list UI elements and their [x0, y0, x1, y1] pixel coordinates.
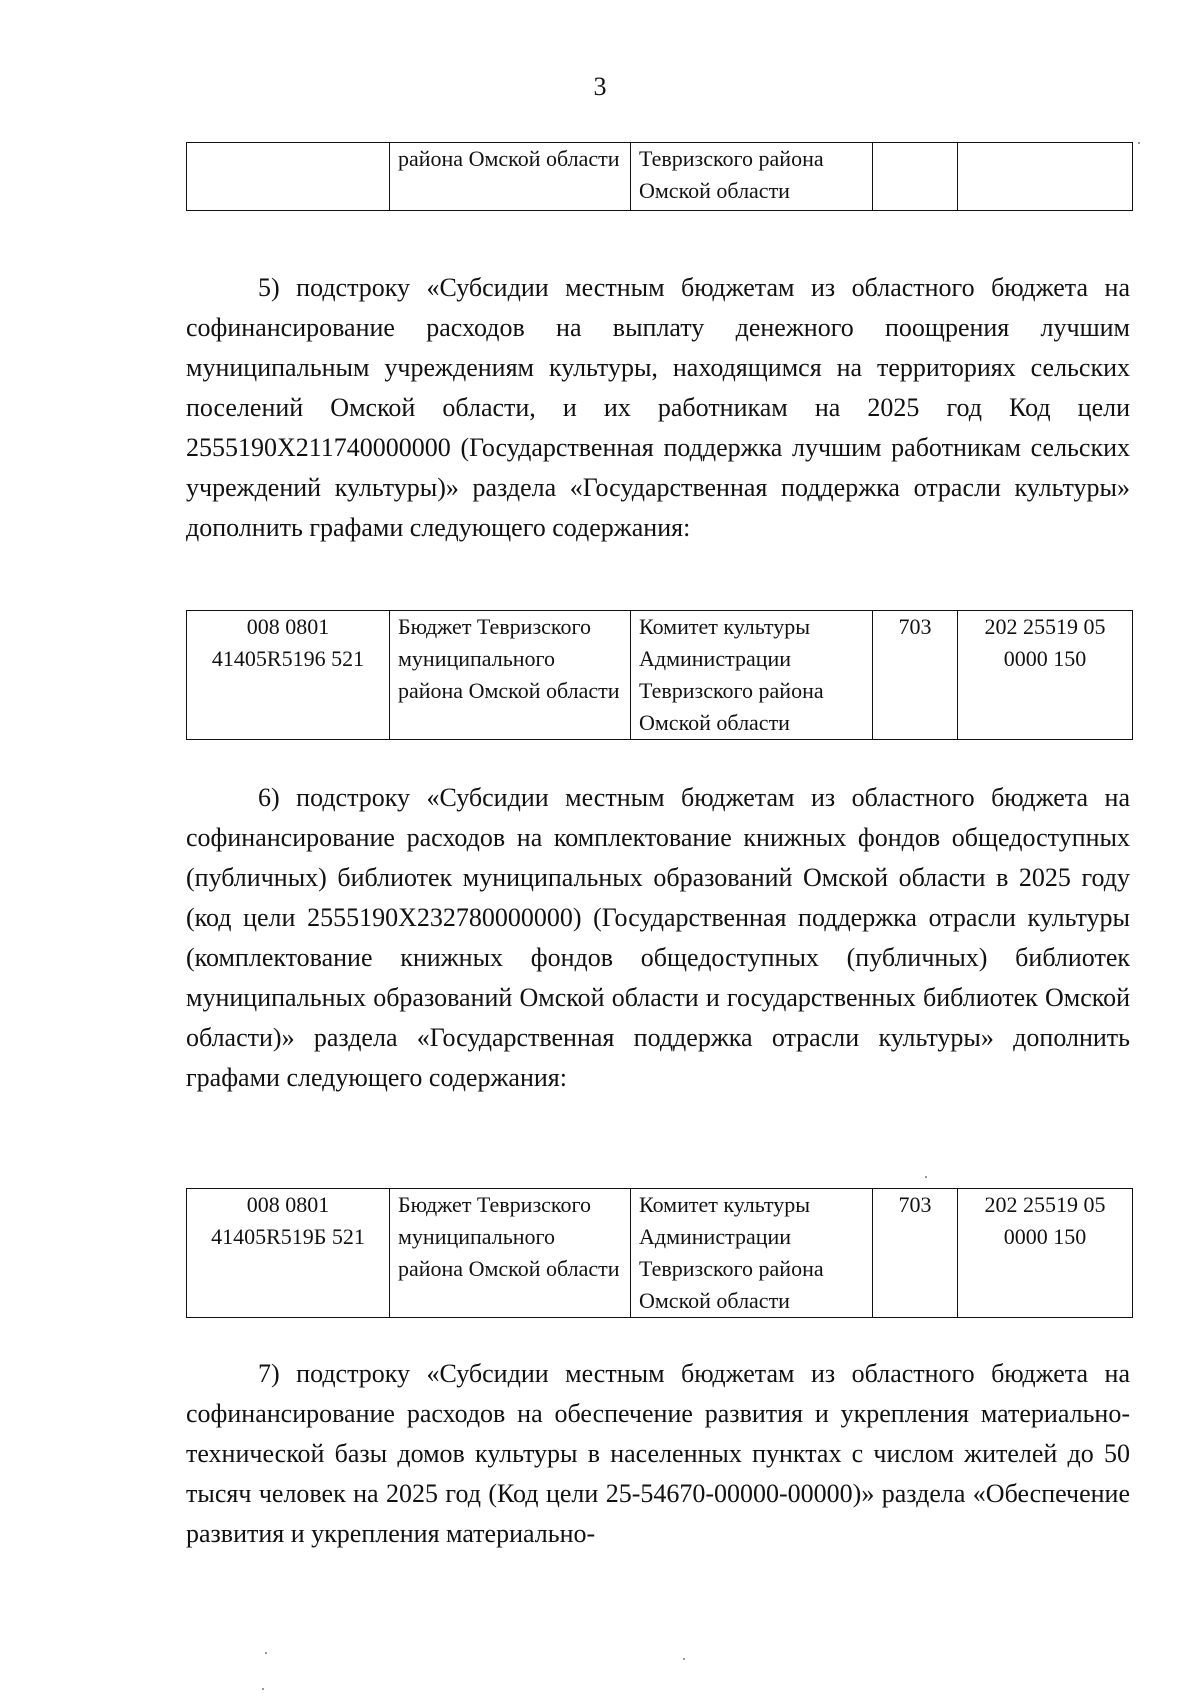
cell-kbk: 202 25519 05 0000 150: [958, 1189, 1133, 1318]
cell-kbk: [958, 143, 1133, 211]
table-row: [187, 611, 1133, 740]
paragraph-7: [186, 1354, 1130, 1554]
table-item-6: [186, 1188, 1133, 1318]
cell-admin: Комитет культуры Администрации Тевризского района Омской области: [631, 611, 873, 740]
cell-budget: Бюджет Тевризского муниципального района Омской области: [390, 1189, 631, 1318]
cell-code: 008 0801 41405R519Б 521: [187, 1189, 390, 1318]
paragraph-5: [186, 268, 1130, 548]
paragraph-6: [186, 778, 1130, 1098]
cell-admin: Комитет культуры Администрации Тевризского района Омской области: [631, 1189, 873, 1318]
paragraph-7-text: 7) подстроку «Субсидии местным бюджетам из областного бюджета на софинансирование расходов на обеспечение развития и укрепления материально-технической базы домов культуры в населенных пунктах с числом жителей до 50 тысяч человек на 2025 год (Код цели 25-54670-00000-00000)» раздела «Обеспечение развития и укрепления материально-: [186, 1359, 1130, 1548]
cell-number: 703: [873, 1189, 958, 1318]
cell-admin: Тевризского района Омской области: [631, 143, 873, 211]
cell-kbk: 202 25519 05 0000 150: [958, 611, 1133, 740]
page-number: 3: [593, 72, 607, 101]
table-item-5: [186, 610, 1133, 740]
cell-budget: Бюджет Тевризского муниципального района Омской области: [390, 611, 631, 740]
cell-code: [187, 143, 390, 211]
table-row: [187, 1189, 1133, 1318]
scan-speck: [683, 1658, 685, 1660]
cell-budget: района Омской области: [390, 143, 631, 211]
scan-speck: [1138, 142, 1140, 144]
cell-number: 703: [873, 611, 958, 740]
scan-speck: [925, 1176, 927, 1178]
table-continuation: [186, 142, 1133, 211]
scan-speck: [262, 1688, 264, 1690]
paragraph-6-text: 6) подстроку «Субсидии местным бюджетам из областного бюджета на софинансирование расходов на комплектование книжных фондов общедоступных (публичных) библиотек муниципальных образований Омской области в 2025 году (код цели 2555190Х232780000000) (Государственная поддержка отрасли культуры (комплектование книжных фондов общедоступных (публичных) библиотек муниципальных образований Омской области и государственных библиотек Омской области)» раздела «Государственная поддержка отрасли культуры» дополнить графами следующего содержания:: [186, 783, 1130, 1092]
cell-number: [873, 143, 958, 211]
table-row: [187, 143, 1133, 211]
scan-speck: [265, 1652, 267, 1654]
paragraph-5-text: 5) подстроку «Субсидии местным бюджетам из областного бюджета на софинансирование расходов на выплату денежного поощрения лучшим муниципальным учреждениям культуры, находящимся на территориях сельских поселений Омской области, и их работникам на 2025 год Код цели 2555190Х211740000000 (Государственная поддержка лучшим работникам сельских учреждений культуры)» раздела «Государственная поддержка отрасли культуры» дополнить графами следующего содержания:: [186, 273, 1130, 542]
cell-code: 008 0801 41405R5196 521: [187, 611, 390, 740]
